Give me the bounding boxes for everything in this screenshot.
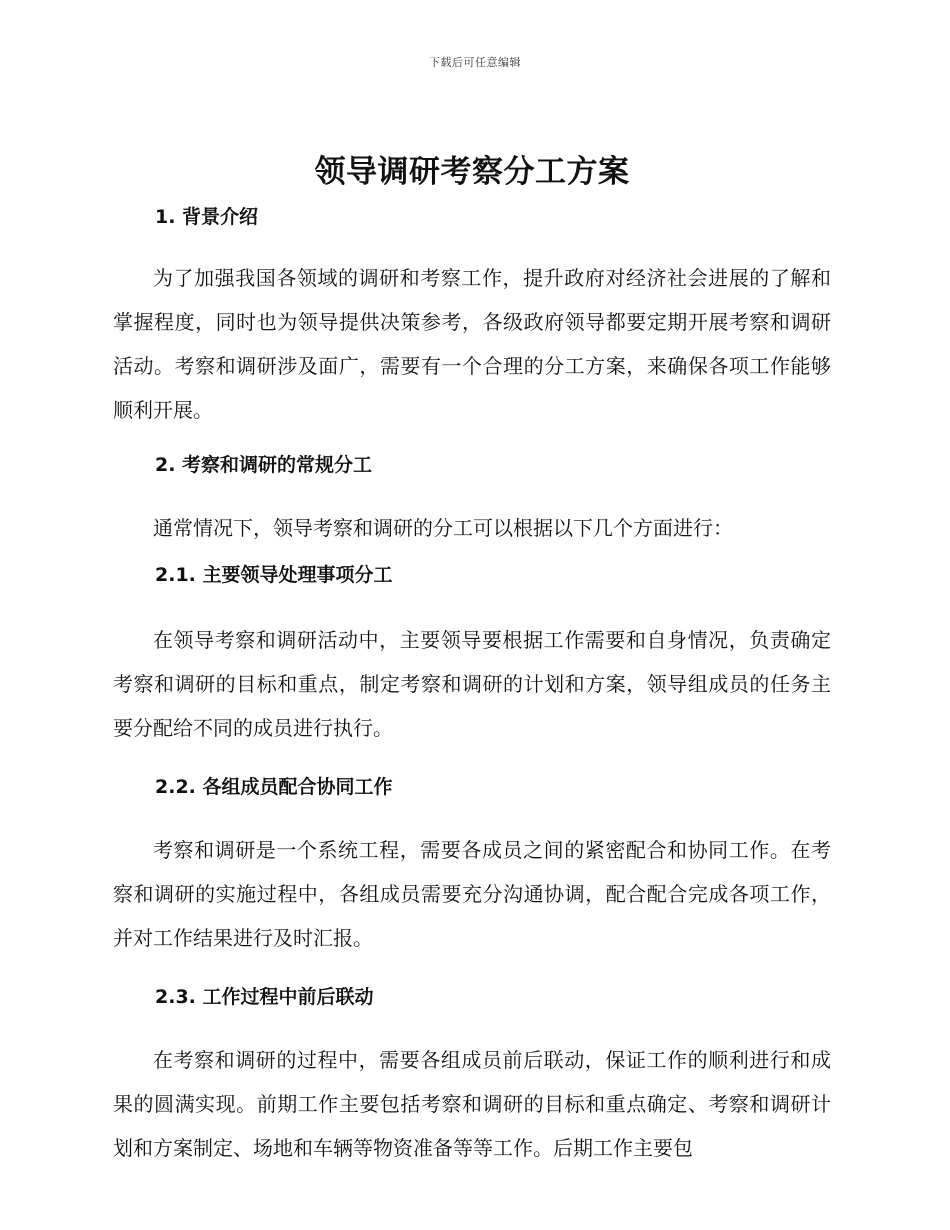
header-note: 下载后可任意编辑 <box>429 56 521 69</box>
section-paragraph-linkage: 在考察和调研的过程中，需要各组成员前后联动，保证工作的顺利进行和成果的圆满实现。前期工作主要包括考察和调研的目标和重点确定、考察和调研计划和方案制定、场地和车辆等物资准备等等工作。后期工作主要包 <box>113 1048 831 1160</box>
section-heading-routine-division: 2. 考察和调研的常规分工 <box>155 454 373 476</box>
document-title: 领导调研考察分工方案 <box>314 154 630 190</box>
section-paragraph-background: 为了加强我国各领域的调研和考察工作，提升政府对经济社会进展的了解和掌握程度，同时也为领导提供决策参考，各级政府领导都要定期开展考察和调研活动。考察和调研涉及面广，需要有一个合理的分工方案，来确保各项工作能够顺利开展。 <box>113 266 831 422</box>
section-heading-main-leader: 2.1. 主要领导处理事项分工 <box>155 564 393 586</box>
section-paragraph-team-coordination: 考察和调研是一个系统工程，需要各成员之间的紧密配合和协同工作。在考察和调研的实施过程中，各组成员需要充分沟通协调，配合配合完成各项工作，并对工作结果进行及时汇报。 <box>113 838 831 950</box>
section-paragraph-routine-division: 通常情况下，领导考察和调研的分工可以根据以下几个方面进行： <box>153 516 733 540</box>
section-paragraph-main-leader: 在领导考察和调研活动中，主要领导要根据工作需要和自身情况，负责确定考察和调研的目标和重点，制定考察和调研的计划和方案，领导组成员的任务主要分配给不同的成员进行执行。 <box>113 628 831 740</box>
section-heading-background: 1. 背景介绍 <box>155 206 259 228</box>
document-body <box>113 150 831 1170</box>
section-heading-linkage: 2.3. 工作过程中前后联动 <box>155 986 374 1008</box>
section-heading-team-coordination: 2.2. 各组成员配合协同工作 <box>155 776 393 798</box>
